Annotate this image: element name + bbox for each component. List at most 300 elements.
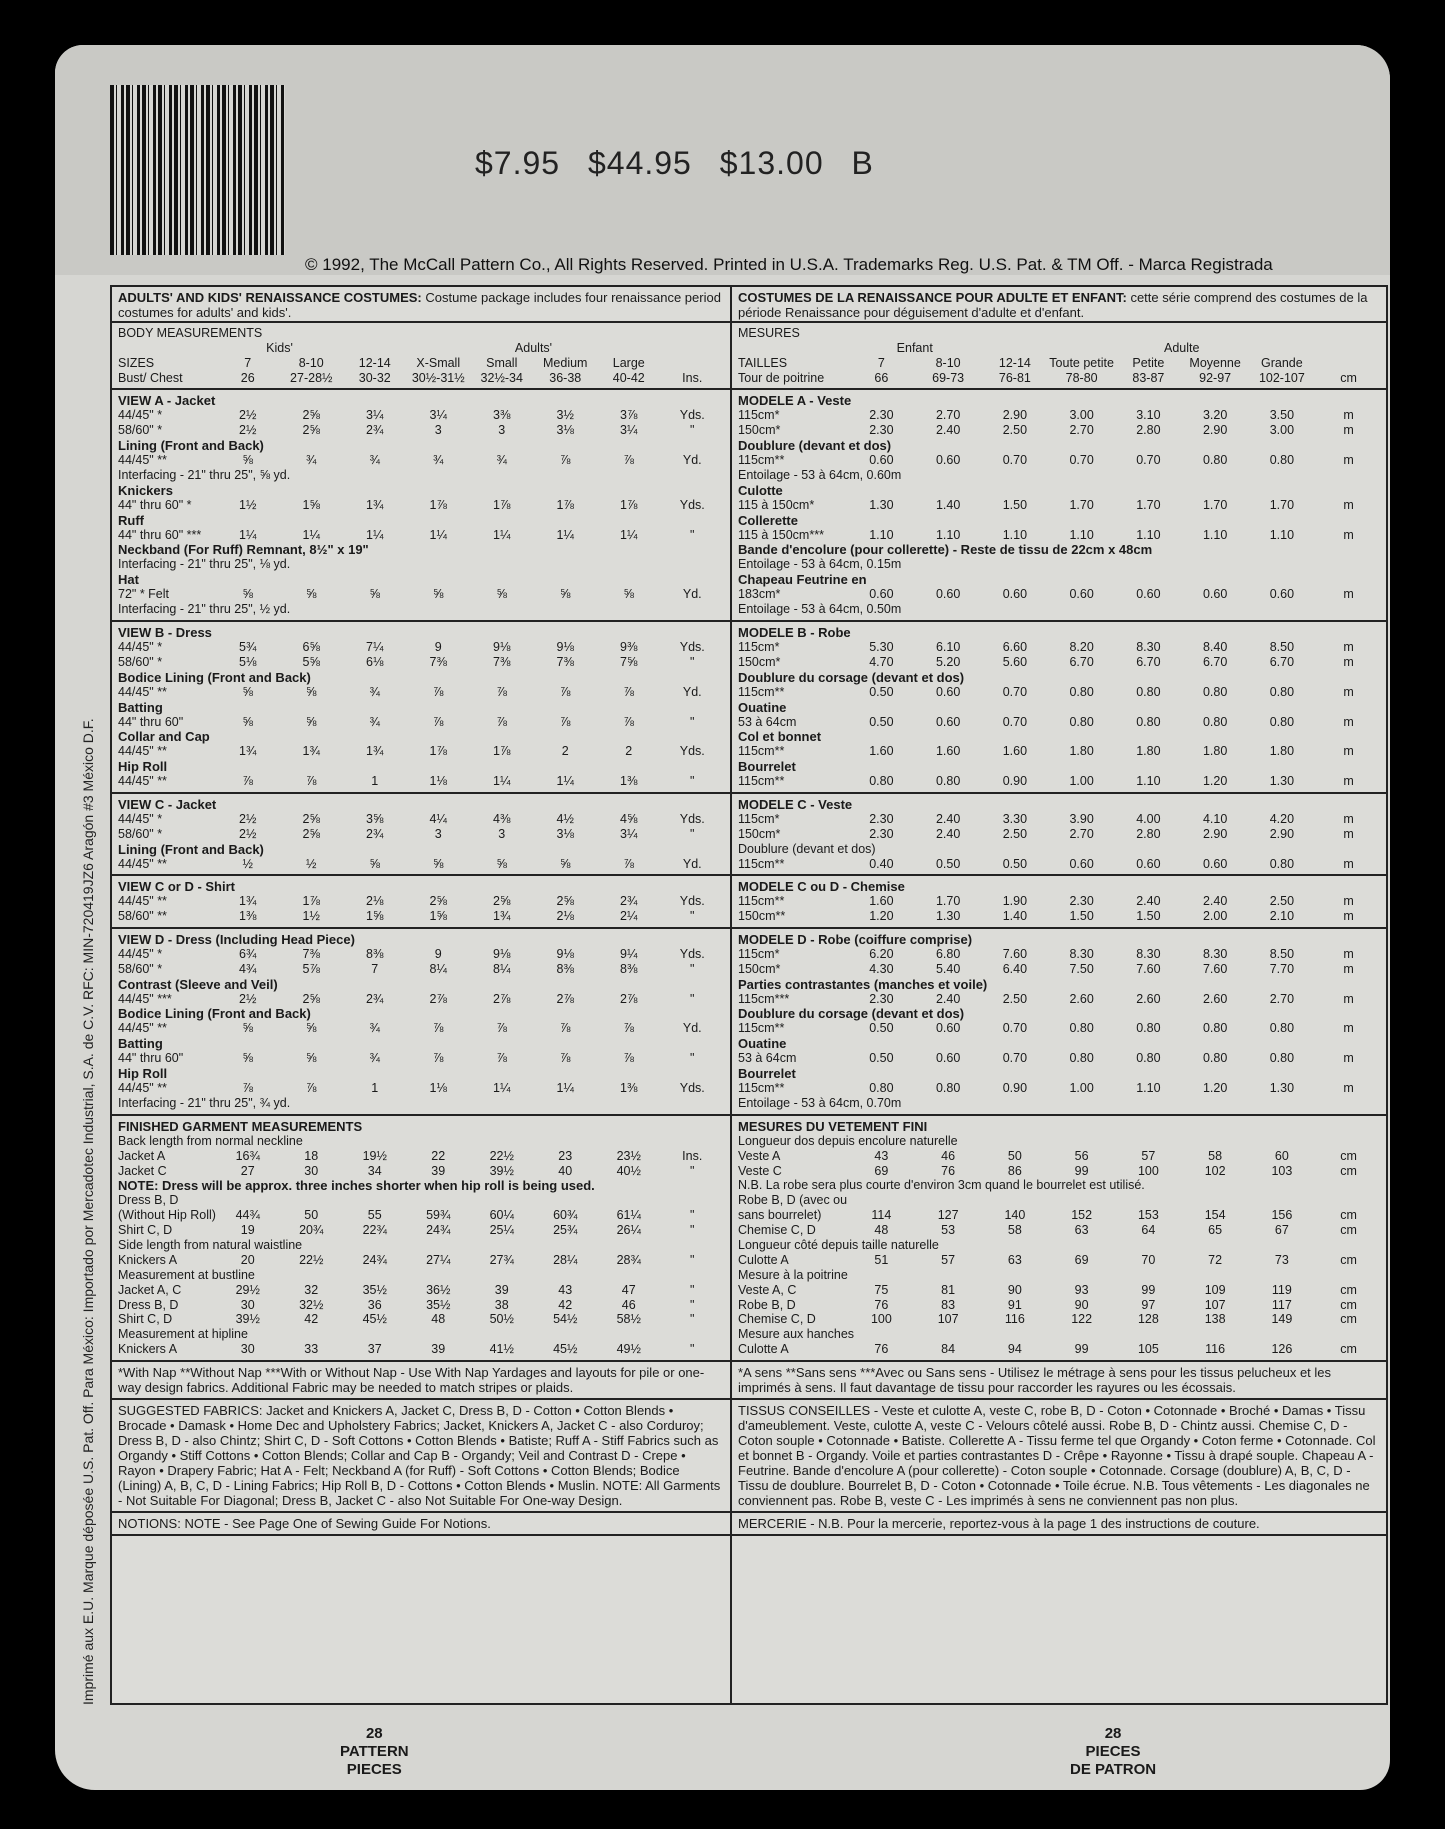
cell-value: 3.30	[1002, 811, 1028, 826]
cell-value: ⅞	[242, 1080, 253, 1095]
cell-value: cm	[1340, 1342, 1357, 1357]
cell-value: m	[1343, 640, 1354, 655]
nap-note: *With Nap **Without Nap ***With or Without Nap - Use With Nap Yardages and layouts for pile or one-way design fabrics. Additional Fabric may be needed to match stripes or plaids.	[118, 1364, 705, 1395]
table-row	[118, 408, 724, 423]
tissus-conseilles: TISSUS CONSEILLES - Veste et culotte A, veste C, robe B, D - Coton • Cotonnade • Broché • Damas • Tissu d'ameublement. Veste, culotte A, veste C - Velours côtelé aussi. Robe B, D - Chintz aussi. Chemise C, D - Coton souple • Cotonnade • Batiste. Collerette A - Tissu ferme tel que Organdy • Coton ferme • Cotonnade. Col et bonnet B - Organdy. Voile et parties contrastantes D - Crêpe • Rayonne • Tissu à drapé souple. Chapeau A - Feutrine. Bande d'encolure A (pour collerette) - Coton souple • Cotonnade. Corsage (doublure) A, B, C, D - Tissu de doublure. Bourrelet B, D - Coton • Cotonnade • Toile écrue. N.B. Tous vêtements - Les diagonales ne conviennent pas. Robe B, veste C - Les imprimés à sens ne conviennent pas non plus.	[738, 1402, 1376, 1508]
cell-value: Yds.	[679, 1080, 705, 1095]
row-label: 150cm*	[738, 961, 781, 976]
cell-value: 2⅝	[302, 811, 320, 826]
cell-value: 102-107	[1258, 370, 1305, 385]
cell-value: 3⅜	[493, 408, 511, 423]
cell-value: 4⅝	[620, 811, 638, 826]
mesures-label: MESURES	[738, 326, 800, 340]
table-row	[118, 894, 724, 909]
cell-value: 7¼	[366, 640, 384, 655]
pieces-count: 28	[365, 1725, 383, 1742]
table-row	[738, 1253, 1382, 1268]
cell-value: 0.80	[1069, 714, 1094, 729]
cell-value: 1½	[239, 497, 257, 512]
cell-value: 1¾	[493, 909, 511, 924]
cell-value: cm	[1340, 1312, 1357, 1327]
cell-value: 8¼	[429, 961, 447, 976]
cell-value: 0.60	[1069, 587, 1094, 602]
table-row	[738, 1051, 1382, 1066]
cell-value: ⅝	[306, 1051, 317, 1066]
cell-value: 69-73	[932, 370, 965, 385]
cell-value: 76-81	[998, 370, 1031, 385]
cell-value: 56	[1074, 1148, 1089, 1163]
cell-value: 2⅝	[556, 894, 574, 909]
table-row	[738, 1208, 1382, 1223]
cell-value: 2⅝	[302, 991, 320, 1006]
cell-value: ⅝	[433, 587, 444, 602]
cell-value: 6.10	[935, 640, 961, 655]
cell-value: 7	[244, 355, 252, 370]
cell-value: 50	[1007, 1148, 1022, 1163]
cell-value: 0.60	[935, 714, 961, 729]
table-row	[738, 408, 1382, 423]
cell-value: 7⅜	[429, 654, 447, 669]
section	[732, 1116, 1388, 1362]
cell-value: 0.70	[1002, 684, 1028, 699]
cell-value: m	[1343, 811, 1354, 826]
row-label: 58/60" *	[118, 654, 163, 669]
cell-value: 1⅞	[429, 497, 447, 512]
cell-value: 5⅞	[302, 961, 320, 976]
price-code: B	[851, 145, 874, 181]
cell-value: 36-38	[549, 370, 582, 385]
row-label: 58/60" *	[118, 961, 163, 976]
cell-value: 41½	[489, 1342, 514, 1357]
table-row	[118, 1283, 724, 1298]
cell-value: Ins.	[682, 370, 703, 385]
cell-value: 2.60	[1202, 991, 1228, 1006]
cell-value: ⅝	[242, 714, 253, 729]
section	[732, 1362, 1388, 1400]
sub-title: Hat	[118, 572, 139, 588]
pattern-envelope	[55, 45, 1390, 1790]
cell-value: 39	[431, 1342, 446, 1357]
cell-value: Grande	[1261, 355, 1303, 370]
cell-value: 1¼	[366, 527, 384, 542]
cell-value: 0.80	[1136, 684, 1161, 699]
cell-value: m	[1343, 527, 1354, 542]
cell-value: Yds.	[679, 744, 705, 759]
cell-value: Large	[612, 355, 645, 370]
pieces-label: DE PATRON	[1070, 1761, 1157, 1778]
cell-value: 140	[1004, 1208, 1026, 1223]
cell-value: m	[1343, 684, 1354, 699]
cell-value: 2.70	[1069, 826, 1094, 841]
cell-value: 6.80	[935, 946, 961, 961]
cell-value: ¾	[369, 1021, 380, 1036]
cell-value: 64	[1141, 1223, 1156, 1238]
cell-value: 2.30	[869, 991, 894, 1006]
cell-value: 3¼	[366, 408, 384, 423]
row-label: Bust/ Chest	[118, 370, 183, 385]
cell-value: m	[1343, 774, 1354, 789]
cell-value: 30-32	[358, 370, 391, 385]
cell-value: 46	[621, 1297, 636, 1312]
cell-value: 0.60	[935, 684, 961, 699]
cell-value: 32½	[299, 1297, 324, 1312]
cell-value: 2.40	[1202, 894, 1228, 909]
cell-value: 50½	[489, 1312, 514, 1327]
cell-value: ⅞	[433, 684, 444, 699]
price-tags	[475, 145, 892, 182]
view-title: VIEW C or D - Shirt	[118, 879, 235, 895]
section	[112, 794, 730, 876]
spacer	[1249, 341, 1383, 356]
cell-value: Yd.	[682, 684, 702, 699]
row-label: 115cm**	[738, 894, 785, 909]
cell-value: 35½	[426, 1297, 451, 1312]
table-row	[738, 640, 1382, 655]
row-label: Veste A, C	[738, 1282, 797, 1297]
cell-value: 40	[558, 1163, 573, 1178]
cell-value: 8.20	[1069, 640, 1094, 655]
cell-value: 8⅜	[366, 946, 384, 961]
cell-value: ⅞	[623, 714, 634, 729]
table-row	[738, 715, 1382, 730]
cell-value: ⅝	[433, 856, 444, 871]
cell-value: cm	[1340, 1252, 1357, 1267]
cell-value: 3	[498, 423, 506, 438]
cell-value: 2⅝	[493, 894, 511, 909]
cell-value: 2.90	[1002, 408, 1028, 423]
note: Measurement at bustline	[118, 1267, 255, 1282]
cell-value: 42	[304, 1312, 319, 1327]
cell-value: 0.80	[1202, 1021, 1228, 1036]
cell-value: 23½	[616, 1148, 641, 1163]
spacer	[118, 341, 216, 356]
cell-value: 8.30	[1202, 946, 1228, 961]
cell-value: 3	[498, 826, 506, 841]
cell-value: Yds.	[679, 497, 705, 512]
cell-value: m	[1343, 744, 1354, 759]
cell-value: 38	[494, 1297, 509, 1312]
table-row	[118, 356, 724, 371]
cell-value: cm	[1340, 1297, 1357, 1312]
cell-value: 7⅝	[620, 654, 638, 669]
cell-value: 35½	[362, 1282, 387, 1297]
cell-value: 0.50	[869, 1021, 894, 1036]
cell-value: 4.70	[869, 654, 894, 669]
cell-value: 24¾	[362, 1252, 387, 1267]
cell-value: "	[690, 1297, 695, 1312]
table-row	[118, 827, 724, 842]
cell-value: 19	[240, 1223, 255, 1238]
cell-value: 2.30	[869, 423, 894, 438]
cell-value: ⅝	[369, 587, 380, 602]
cell-value: 2⅝	[302, 423, 320, 438]
cell-value: 4.30	[869, 961, 894, 976]
cell-value: 1¼	[493, 1080, 511, 1095]
cell-value: 2.10	[1269, 909, 1295, 924]
section	[732, 287, 1388, 323]
cell-value: 7.50	[1069, 961, 1094, 976]
table-row	[118, 587, 724, 602]
cell-value: "	[690, 1252, 695, 1267]
sub-title: Doublure du corsage (devant et dos)	[738, 1006, 965, 1022]
cell-value: 0.50	[869, 714, 894, 729]
row-label: 115cm**	[738, 744, 785, 759]
cell-value: 2⅝	[429, 894, 447, 909]
cell-value: "	[690, 1163, 695, 1178]
cell-value: 105	[1137, 1342, 1159, 1357]
cell-value: "	[690, 1051, 695, 1066]
group-row	[738, 341, 1382, 356]
cell-value: m	[1343, 991, 1354, 1006]
view-title: MODELE B - Robe	[738, 625, 851, 641]
row-label: 115cm*	[738, 946, 780, 961]
cell-value: 16¾	[235, 1148, 260, 1163]
cell-value: 1.60	[935, 744, 961, 759]
cell-value: 5.30	[869, 640, 894, 655]
cell-value	[661, 356, 725, 371]
cell-value: 45½	[553, 1342, 578, 1357]
cell-value: 2.40	[935, 423, 961, 438]
table-row	[118, 962, 724, 977]
cell-value: ⅝	[242, 684, 253, 699]
cell-value: 58½	[616, 1312, 641, 1327]
view-title: MODELE A - Veste	[738, 393, 852, 409]
table-row	[738, 655, 1382, 670]
adults-label: Adults'	[514, 341, 553, 355]
cell-value: 0.60	[1069, 856, 1094, 871]
cell-value: m	[1343, 894, 1354, 909]
row-label: 150cm*	[738, 826, 781, 841]
cell-value: 51	[874, 1252, 889, 1267]
cell-value: 2¾	[366, 991, 384, 1006]
cell-value: ⅞	[242, 774, 253, 789]
sub-title: Doublure (devant et dos)	[738, 841, 876, 856]
cell-value: 30	[240, 1342, 255, 1357]
sub-title: Knickers	[118, 482, 173, 498]
cell-value: 1.10	[1136, 1080, 1161, 1095]
cell-value: 5.20	[935, 654, 961, 669]
cell-value: ⅝	[496, 587, 507, 602]
row-label: Shirt C, D	[118, 1312, 173, 1327]
cell-value: ⅞	[433, 1021, 444, 1036]
cell-value: 0.80	[1202, 714, 1228, 729]
cell-value: 0.60	[935, 1021, 961, 1036]
cell-value: 2½	[239, 811, 257, 826]
cell-value: ⅞	[496, 684, 507, 699]
section	[732, 390, 1388, 622]
cell-value: 8.30	[1136, 946, 1161, 961]
cell-value: Yd.	[682, 1021, 702, 1036]
cell-value: "	[690, 774, 695, 789]
cell-value: 1.60	[869, 744, 894, 759]
cell-value: 86	[1007, 1163, 1022, 1178]
cell-value: 1.10	[1136, 527, 1161, 542]
row-label: 115cm**	[738, 1021, 785, 1036]
pieces-count: 28	[1104, 1725, 1122, 1742]
section	[112, 876, 730, 929]
cell-value: 9⅜	[620, 640, 638, 655]
cell-value: 70	[1141, 1252, 1156, 1267]
cell-value: 1.80	[1069, 744, 1094, 759]
cell-value: 1⅜	[620, 1080, 638, 1095]
sub-title: Ouatine	[738, 699, 787, 715]
cell-value: 2⅝	[302, 408, 320, 423]
cell-value: 2⅞	[429, 991, 447, 1006]
table-row	[738, 947, 1382, 962]
row-label: 115cm**	[738, 774, 785, 789]
row-label: 44/45" *	[118, 640, 163, 655]
cell-value: 1⅝	[366, 909, 384, 924]
table-row	[118, 1223, 724, 1238]
table-row	[118, 1253, 724, 1268]
cell-value: ⅞	[560, 452, 571, 467]
section	[732, 323, 1388, 390]
cell-value: 2.70	[1069, 423, 1094, 438]
cell-value: 2.80	[1136, 423, 1161, 438]
sub-title: Bourrelet	[738, 759, 796, 775]
footer	[110, 1705, 1388, 1790]
cell-value: 0.80	[1136, 1051, 1161, 1066]
row-label: 115 à 150cm*	[738, 497, 815, 512]
table-row	[738, 453, 1382, 468]
cell-value: 1¼	[556, 1080, 574, 1095]
section	[732, 929, 1388, 1116]
cell-value: 8⅜	[556, 961, 574, 976]
cell-value: 1.70	[1269, 497, 1295, 512]
row-label: 44/45" *	[118, 811, 163, 826]
row-label: 58/60" *	[118, 826, 163, 841]
cell-value: 8-10	[298, 355, 324, 370]
cell-value: 2	[625, 744, 633, 759]
adulte-label: Adulte	[1164, 341, 1200, 355]
cell-value: 0.70	[1069, 452, 1094, 467]
cell-value: ⅝	[242, 1021, 253, 1036]
cell-value: ⅝	[242, 452, 253, 467]
cell-value: 1.10	[1202, 527, 1228, 542]
cell-value: 0.80	[1069, 1021, 1094, 1036]
cell-value: 5.40	[935, 961, 961, 976]
cell-value: 60	[1274, 1148, 1289, 1163]
note: Interfacing - 21" thru 25", ⅝ yd.	[118, 467, 291, 482]
note: Back length from normal neckline	[118, 1133, 303, 1148]
cell-value: 1.50	[1002, 497, 1028, 512]
table-row	[738, 992, 1382, 1007]
section	[732, 876, 1388, 929]
cell-value: 1.60	[869, 894, 894, 909]
row-label: Veste C	[738, 1163, 782, 1178]
cell-value: 1½	[302, 909, 320, 924]
cell-value: ¾	[369, 684, 380, 699]
cell-value: 49½	[616, 1342, 641, 1357]
cell-value: 5.60	[1002, 654, 1028, 669]
section	[112, 323, 730, 390]
table-row	[118, 857, 724, 872]
cell-value: 1.30	[1269, 1080, 1295, 1095]
sub-title: Batting	[118, 1036, 163, 1052]
sub-title: Parties contrastantes (manches et voile)	[738, 976, 988, 992]
cell-value: 1⅛	[429, 1080, 447, 1095]
cell-value: 20¾	[299, 1223, 324, 1238]
table-row	[118, 715, 724, 730]
cell-value: 3⅝	[366, 811, 384, 826]
cell-value: m	[1343, 1080, 1354, 1095]
cell-value: 1.40	[1002, 909, 1028, 924]
cell-value: 76	[874, 1342, 889, 1357]
cell-value: 6.40	[1002, 961, 1028, 976]
cell-value: 8.40	[1202, 640, 1228, 655]
row-label: Culotte A	[738, 1342, 789, 1357]
table-row	[118, 371, 724, 386]
cell-value: 1⅞	[302, 894, 320, 909]
cell-value: 0.50	[1002, 856, 1028, 871]
cell-value: 7	[371, 961, 379, 976]
cell-value: m	[1343, 423, 1354, 438]
row-label: 44/45" *	[118, 946, 163, 961]
table-row	[118, 1021, 724, 1036]
cell-value: 22½	[299, 1252, 324, 1267]
row-label: 115cm*	[738, 640, 780, 655]
cell-value: ⅞	[496, 1021, 507, 1036]
cell-value: 8-10	[935, 355, 961, 370]
cell-value: 99	[1141, 1282, 1156, 1297]
cell-value: 0.80	[1269, 856, 1295, 871]
cell-value: 1.60	[1002, 744, 1028, 759]
cell-value: 1.00	[1069, 1080, 1094, 1095]
row-label: 115cm*	[738, 408, 780, 423]
cell-value: 9	[434, 640, 442, 655]
cell-value: 91	[1007, 1297, 1022, 1312]
cell-value: 81	[941, 1282, 956, 1297]
cell-value: 0.60	[1202, 587, 1228, 602]
cell-value: 5¾	[239, 640, 257, 655]
table-row	[738, 498, 1382, 513]
cell-value: 2.30	[869, 408, 894, 423]
copyright-line: © 1992, The McCall Pattern Co., All Rights Reserved. Printed in U.S.A. Trademarks Reg. U.S. Pat. & TM Off. - Marca Registrada	[305, 255, 1273, 274]
cell-value: 1⅝	[302, 497, 320, 512]
table-row	[118, 812, 724, 827]
cell-value: 1⅞	[493, 497, 511, 512]
side-legal-text: Imprimé aux E.U. Marque déposée U.S. Pat. Off. Para México: Importado por Mercadotec Industrial, S.A. de C.V. RFC: MIN-720419JZ6 Aragón #3 México D.F.	[80, 718, 96, 1705]
cell-value: 39	[431, 1163, 446, 1178]
cell-value: 27-28½	[290, 370, 333, 385]
row-label: Knickers A	[118, 1252, 178, 1267]
table-row	[738, 857, 1382, 872]
cell-value: cm	[1340, 1148, 1357, 1163]
cell-value: 0.80	[935, 1080, 961, 1095]
spacer	[738, 341, 848, 356]
cell-value: 6⅛	[366, 654, 384, 669]
note: Measurement at hipline	[118, 1327, 248, 1342]
cell-value: 1.90	[1002, 894, 1028, 909]
cell-value: 76	[874, 1297, 889, 1312]
row-label: 72" * Felt	[118, 587, 169, 602]
cell-value: 37	[367, 1342, 382, 1357]
cell-value: 34	[367, 1163, 382, 1178]
cell-value: 93	[1074, 1282, 1089, 1297]
cell-value: 48	[431, 1312, 446, 1327]
cell-value: 32	[304, 1282, 319, 1297]
section	[732, 622, 1388, 794]
cell-value: Yds.	[679, 811, 705, 826]
cell-value: 6.60	[1002, 640, 1028, 655]
section	[112, 1116, 730, 1362]
table-row	[118, 453, 724, 468]
cell-value: 1.80	[1136, 744, 1161, 759]
row-label: 53 à 64cm	[738, 714, 797, 729]
cell-value: ¾	[496, 452, 507, 467]
table-row	[738, 1223, 1382, 1238]
cell-value: 8.50	[1269, 640, 1295, 655]
